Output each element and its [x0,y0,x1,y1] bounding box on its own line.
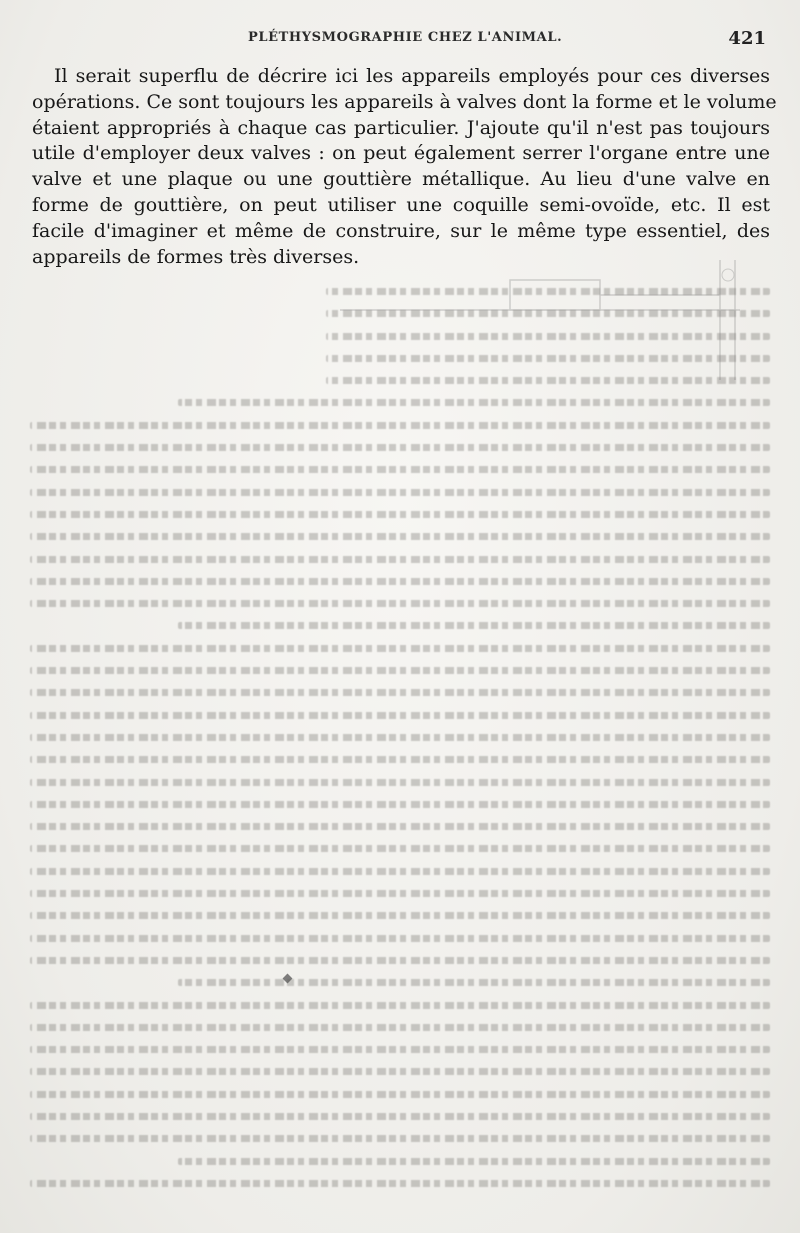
page-number: 421 [728,28,766,49]
print-speck [283,974,293,984]
text-line: facile d'imaginer et même de construire, sur le même type essentiel, des [32,219,770,242]
body-paragraph [32,64,777,270]
show-through-text [30,280,770,1220]
text-line: forme de gouttière, on peut utiliser une coquille semi-ovoïde, etc. Il est [32,193,770,216]
text-line: opérations. Ce sont toujours les appareils à valves dont la forme et le volume [32,90,777,113]
text-line: utile d'employer deux valves : on peut également serrer l'organe entre une [32,142,770,165]
running-header: PLÉTHYSMOGRAPHIE CHEZ L'ANIMAL. [248,30,563,45]
text-line: étaient appropriés à chaque cas particulier. J'ajoute qu'il n'est pas toujours [32,116,770,139]
show-through-figure [340,250,760,390]
text-line: valve et une plaque ou une gouttière métallique. Au lieu d'une valve en [32,168,770,191]
text-line: appareils de formes très diverses. [32,245,360,268]
text-line: Il serait superflu de décrire ici les appareils employés pour ces diverses [54,65,770,87]
